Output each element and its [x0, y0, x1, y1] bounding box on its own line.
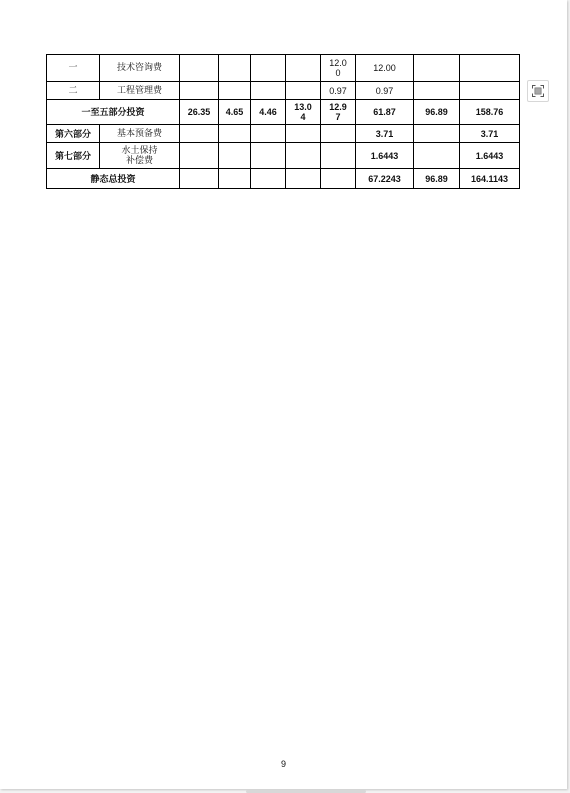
table-cell: [180, 143, 219, 169]
part-label: 第六部分: [47, 125, 100, 143]
table-cell: [286, 82, 321, 100]
table-cell: 96.89: [414, 100, 460, 125]
table-cell: [219, 55, 251, 82]
table-cell: [180, 169, 219, 189]
table-cell: [414, 125, 460, 143]
part-label: 第七部分: [47, 143, 100, 169]
table-cell: [251, 143, 286, 169]
table-cell: [286, 143, 321, 169]
table-cell: 12.0 0: [321, 55, 356, 82]
table-cell: [321, 169, 356, 189]
table-cell: 1.6443: [356, 143, 414, 169]
table-cell: 12.00: [356, 55, 414, 82]
table-cell: [251, 125, 286, 143]
investment-table: [46, 54, 520, 189]
table-cell: 158.76: [460, 100, 520, 125]
table-cell: [219, 125, 251, 143]
row-number: 二: [47, 82, 100, 100]
table-cell: 13.0 4: [286, 100, 321, 125]
table-cell: [460, 55, 520, 82]
table-cell: [414, 143, 460, 169]
table-cell: 3.71: [356, 125, 414, 143]
table-cell: [414, 55, 460, 82]
table-row: [47, 55, 520, 82]
page-number: 9: [280, 759, 286, 769]
table-cell: [180, 82, 219, 100]
table-cell: [251, 169, 286, 189]
item-name: 基本预备费: [100, 125, 180, 143]
table-cell: [180, 55, 219, 82]
table-row: [47, 125, 520, 143]
table-cell: [321, 143, 356, 169]
table-cell: 1.6443: [460, 143, 520, 169]
subtotal-row: [47, 100, 520, 125]
table-cell: 67.2243: [356, 169, 414, 189]
table-row: [47, 82, 520, 100]
fullscreen-icon: [532, 85, 544, 97]
row-number: 一: [47, 55, 100, 82]
item-name: 水土保持 补偿费: [100, 143, 180, 169]
subtotal-label: 一至五部分投资: [47, 100, 180, 125]
table-cell: 96.89: [414, 169, 460, 189]
table-cell: [460, 82, 520, 100]
item-name: 技术咨询费: [100, 55, 180, 82]
table-cell: 0.97: [356, 82, 414, 100]
table-row: [47, 143, 520, 169]
table-cell: 12.9 7: [321, 100, 356, 125]
table-cell: [180, 125, 219, 143]
table-cell: [251, 55, 286, 82]
table-cell: [321, 125, 356, 143]
table-cell: [414, 82, 460, 100]
table-cell: 4.46: [251, 100, 286, 125]
item-name: 工程管理费: [100, 82, 180, 100]
table-cell: [251, 82, 286, 100]
table-cell: [219, 169, 251, 189]
table-cell: 3.71: [460, 125, 520, 143]
table-cell: 26.35: [180, 100, 219, 125]
table-cell: [286, 125, 321, 143]
table-cell: [219, 143, 251, 169]
table-cell: [286, 55, 321, 82]
total-label: 静态总投资: [47, 169, 180, 189]
table-cell: 164.1143: [460, 169, 520, 189]
table-cell: [219, 82, 251, 100]
table-cell: 4.65: [219, 100, 251, 125]
fullscreen-button[interactable]: [527, 80, 549, 102]
table-cell: [286, 169, 321, 189]
table-cell: 61.87: [356, 100, 414, 125]
table-cell: 0.97: [321, 82, 356, 100]
total-row: [47, 169, 520, 189]
